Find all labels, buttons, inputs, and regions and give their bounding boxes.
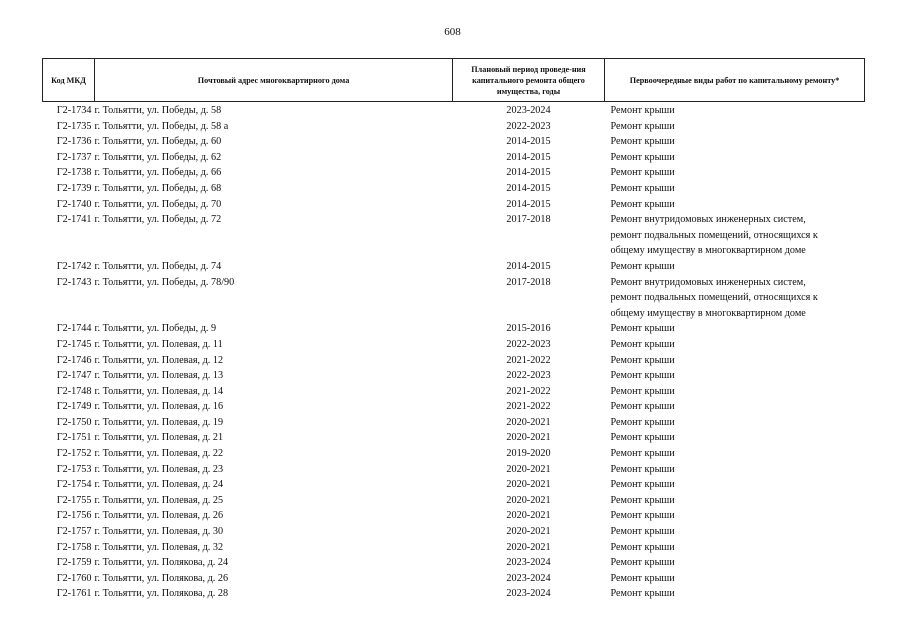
- works-cell: [605, 165, 865, 181]
- mkd-code-cell: Г2-1735: [56, 120, 92, 132]
- works-cell: [605, 181, 865, 197]
- mkd-code-cell: Г2-1745: [56, 338, 92, 350]
- period-cell: 2023-2024: [506, 572, 551, 584]
- address-cell: г. Тольятти, ул. Полевая, д. 21: [94, 432, 224, 444]
- mkd-code-cell: Г2-1744: [56, 323, 92, 335]
- address-cell: г. Тольятти, ул. Полевая, д. 11: [94, 338, 223, 350]
- table-row: [43, 415, 865, 431]
- works-cell: [605, 430, 865, 446]
- period-cell: 2023-2024: [506, 105, 551, 116]
- table-row: [43, 321, 865, 337]
- period-cell: 2020-2021: [506, 463, 551, 475]
- works-cell: [605, 259, 865, 275]
- works-cell: [605, 415, 865, 431]
- table-row: [43, 134, 865, 150]
- works-line: Ремонт крыши: [610, 167, 675, 179]
- works-cell: [605, 353, 865, 369]
- works-line: Ремонт крыши: [610, 401, 675, 413]
- period-cell: 2019-2020: [506, 448, 551, 460]
- works-cell: [605, 119, 865, 135]
- works-cell: [605, 337, 865, 353]
- works-cell: [605, 462, 865, 478]
- capital-repair-table: [42, 58, 865, 602]
- page-number: 608: [444, 26, 461, 38]
- works-cell: [605, 586, 865, 602]
- header-works: Первоочередные виды работ по капитальному ремонту*: [605, 59, 865, 102]
- works-cell: [605, 399, 865, 415]
- works-line: Ремонт крыши: [610, 182, 675, 194]
- period-cell: 2021-2022: [506, 401, 551, 413]
- works-cell: [605, 477, 865, 493]
- address-cell: г. Тольятти, ул. Полевая, д. 13: [94, 370, 224, 382]
- mkd-code-cell: Г2-1758: [56, 541, 92, 553]
- table-row: [43, 337, 865, 353]
- address-cell: г. Тольятти, ул. Полякова, д. 28: [94, 588, 229, 600]
- works-cell: [605, 102, 865, 119]
- address-cell: г. Тольятти, ул. Полевая, д. 24: [94, 479, 224, 491]
- works-cell: [605, 540, 865, 556]
- address-cell: г. Тольятти, ул. Полякова, д. 24: [94, 557, 229, 569]
- table-row: [43, 212, 865, 259]
- works-line: ремонт подвальных помещений, относящихся к: [610, 292, 818, 304]
- mkd-code-cell: Г2-1749: [56, 401, 92, 413]
- address-cell: г. Тольятти, ул. Победы, д. 58: [94, 105, 222, 116]
- works-cell: [605, 150, 865, 166]
- works-line: Ремонт крыши: [610, 526, 675, 538]
- table-row: [43, 353, 865, 369]
- address-cell: г. Тольятти, ул. Полевая, д. 25: [94, 494, 224, 506]
- mkd-code-cell: Г2-1757: [56, 526, 92, 538]
- period-cell: 2017-2018: [506, 214, 551, 226]
- works-line: ремонт подвальных помещений, относящихся к: [610, 229, 818, 241]
- works-cell: [605, 571, 865, 587]
- works-line: Ремонт крыши: [610, 370, 675, 382]
- works-line: Ремонт крыши: [610, 557, 675, 569]
- works-cell: [605, 368, 865, 384]
- period-cell: 2014-2015: [506, 136, 551, 148]
- address-cell: г. Тольятти, ул. Победы, д. 78/90: [94, 276, 235, 288]
- table-row: [43, 368, 865, 384]
- mkd-code-cell: Г2-1734: [56, 105, 92, 116]
- table-row: [43, 102, 865, 119]
- mkd-code-cell: Г2-1743: [56, 276, 92, 288]
- mkd-code-cell: Г2-1753: [56, 463, 92, 475]
- address-cell: г. Тольятти, ул. Победы, д. 9: [94, 323, 217, 335]
- address-cell: г. Тольятти, ул. Победы, д. 66: [94, 167, 222, 179]
- period-cell: 2022-2023: [506, 120, 551, 132]
- address-cell: г. Тольятти, ул. Победы, д. 74: [94, 260, 222, 272]
- table-row: [43, 555, 865, 571]
- period-cell: 2020-2021: [506, 494, 551, 506]
- address-cell: г. Тольятти, ул. Полевая, д. 12: [94, 354, 224, 366]
- works-line: общему имуществу в многоквартирном доме: [610, 307, 806, 319]
- period-cell: 2023-2024: [506, 557, 551, 569]
- works-line: Ремонт крыши: [610, 323, 675, 335]
- mkd-code-cell: Г2-1760: [56, 572, 92, 584]
- table-row: [43, 571, 865, 587]
- address-cell: г. Тольятти, ул. Полевая, д. 16: [94, 401, 224, 413]
- works-cell: [605, 321, 865, 337]
- period-cell: 2015-2016: [506, 323, 551, 335]
- address-cell: г. Тольятти, ул. Победы, д. 60: [94, 136, 222, 148]
- mkd-code-cell: Г2-1759: [56, 557, 92, 569]
- mkd-code-cell: Г2-1736: [56, 136, 92, 148]
- address-cell: г. Тольятти, ул. Полевая, д. 22: [94, 448, 224, 460]
- works-line: Ремонт крыши: [610, 354, 675, 366]
- works-line: Ремонт крыши: [610, 448, 675, 460]
- mkd-code-cell: Г2-1752: [56, 448, 92, 460]
- table-row: [43, 181, 865, 197]
- works-line: Ремонт внутридомовых инженерных систем,: [610, 276, 806, 288]
- period-cell: 2020-2021: [506, 479, 551, 491]
- works-line: Ремонт крыши: [610, 541, 675, 553]
- mkd-code-cell: Г2-1750: [56, 416, 92, 428]
- mkd-code-cell: Г2-1747: [56, 370, 92, 382]
- mkd-code-cell: Г2-1742: [56, 260, 92, 272]
- mkd-code-cell: Г2-1738: [56, 167, 92, 179]
- period-cell: 2014-2015: [506, 167, 551, 179]
- period-cell: 2020-2021: [506, 416, 551, 428]
- works-cell: [605, 493, 865, 509]
- table-row: [43, 119, 865, 135]
- address-cell: г. Тольятти, ул. Победы, д. 70: [94, 198, 222, 210]
- table-row: [43, 524, 865, 540]
- period-cell: 2017-2018: [506, 276, 551, 288]
- mkd-code-cell: Г2-1737: [56, 151, 92, 163]
- address-cell: г. Тольятти, ул. Полевая, д. 26: [94, 510, 224, 522]
- works-line: Ремонт крыши: [610, 432, 675, 444]
- table-row: [43, 150, 865, 166]
- mkd-code-cell: Г2-1741: [56, 214, 92, 226]
- works-line: Ремонт крыши: [610, 136, 675, 148]
- header-address: Почтовый адрес многоквартирного дома: [95, 59, 453, 102]
- table-header: [43, 59, 865, 102]
- mkd-code-cell: Г2-1751: [56, 432, 92, 444]
- table-row: [43, 165, 865, 181]
- mkd-code-cell: Г2-1746: [56, 354, 92, 366]
- period-cell: 2021-2022: [506, 354, 551, 366]
- table-row: [43, 586, 865, 602]
- period-cell: 2020-2021: [506, 432, 551, 444]
- table-body: [43, 102, 865, 603]
- works-line: Ремонт крыши: [610, 588, 675, 600]
- period-cell: 2020-2021: [506, 541, 551, 553]
- period-cell: 2014-2015: [506, 151, 551, 163]
- mkd-code-cell: Г2-1761: [56, 588, 92, 600]
- works-cell: [605, 508, 865, 524]
- works-line: Ремонт крыши: [610, 463, 675, 475]
- header-period: Плановый период проведе-ния капитального ремонта общего имущества, годы: [453, 59, 605, 102]
- period-cell: 2022-2023: [506, 370, 551, 382]
- mkd-code-cell: Г2-1756: [56, 510, 92, 522]
- table-row: [43, 259, 865, 275]
- table-row: [43, 384, 865, 400]
- table-row: [43, 430, 865, 446]
- address-cell: г. Тольятти, ул. Полевая, д. 14: [94, 385, 224, 397]
- works-line: Ремонт крыши: [610, 260, 675, 272]
- works-cell: [605, 384, 865, 400]
- address-cell: г. Тольятти, ул. Победы, д. 68: [94, 182, 222, 194]
- works-line: общему имуществу в многоквартирном доме: [610, 245, 806, 257]
- table-row: [43, 446, 865, 462]
- works-line: Ремонт крыши: [610, 479, 675, 491]
- period-cell: 2014-2015: [506, 260, 551, 272]
- works-line: Ремонт крыши: [610, 151, 675, 163]
- mkd-code-cell: Г2-1755: [56, 494, 92, 506]
- address-cell: г. Тольятти, ул. Победы, д. 62: [94, 151, 222, 163]
- table-row: [43, 462, 865, 478]
- works-line: Ремонт крыши: [610, 572, 675, 584]
- address-cell: г. Тольятти, ул. Победы, д. 58 а: [94, 120, 229, 132]
- works-cell: [605, 275, 865, 322]
- mkd-code-cell: Г2-1739: [56, 182, 92, 194]
- address-cell: г. Тольятти, ул. Полевая, д. 30: [94, 526, 224, 538]
- works-line: Ремонт крыши: [610, 385, 675, 397]
- address-cell: г. Тольятти, ул. Полевая, д. 19: [94, 416, 224, 428]
- period-cell: 2021-2022: [506, 385, 551, 397]
- mkd-code-cell: Г2-1754: [56, 479, 92, 491]
- table-row: [43, 477, 865, 493]
- works-line: Ремонт крыши: [610, 338, 675, 350]
- works-cell: [605, 446, 865, 462]
- period-cell: 2020-2021: [506, 526, 551, 538]
- address-cell: г. Тольятти, ул. Победы, д. 72: [94, 214, 222, 226]
- header-code: Код МКД: [43, 59, 95, 102]
- period-cell: 2020-2021: [506, 510, 551, 522]
- period-cell: 2022-2023: [506, 338, 551, 350]
- period-cell: 2023-2024: [506, 588, 551, 600]
- table-row: [43, 493, 865, 509]
- header-row: [43, 59, 865, 102]
- period-cell: 2014-2015: [506, 198, 551, 210]
- works-cell: [605, 555, 865, 571]
- works-line: Ремонт крыши: [610, 416, 675, 428]
- table-row: [43, 540, 865, 556]
- works-line: Ремонт крыши: [610, 120, 675, 132]
- works-cell: [605, 524, 865, 540]
- works-cell: [605, 197, 865, 213]
- table-row: [43, 275, 865, 322]
- works-line: Ремонт внутридомовых инженерных систем,: [610, 214, 806, 226]
- works-cell: [605, 212, 865, 259]
- works-line: Ремонт крыши: [610, 198, 675, 210]
- mkd-code-cell: Г2-1740: [56, 198, 92, 210]
- address-cell: г. Тольятти, ул. Полевая, д. 23: [94, 463, 224, 475]
- address-cell: г. Тольятти, ул. Полевая, д. 32: [94, 541, 224, 553]
- period-cell: 2014-2015: [506, 182, 551, 194]
- works-cell: [605, 134, 865, 150]
- address-cell: г. Тольятти, ул. Полякова, д. 26: [94, 572, 229, 584]
- mkd-code-cell: Г2-1748: [56, 385, 92, 397]
- table-row: [43, 508, 865, 524]
- works-line: Ремонт крыши: [610, 510, 675, 522]
- table-row: [43, 197, 865, 213]
- table-row: [43, 399, 865, 415]
- works-line: Ремонт крыши: [610, 494, 675, 506]
- works-line: Ремонт крыши: [610, 105, 675, 116]
